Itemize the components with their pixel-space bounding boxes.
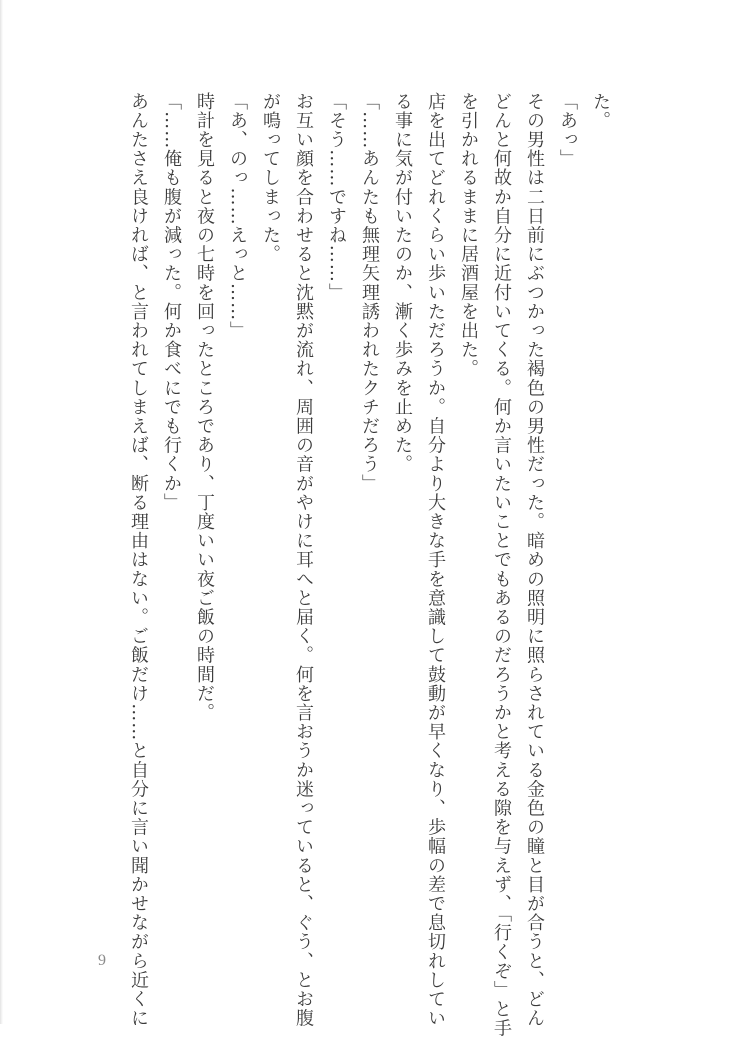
text-line: 「あっ」 [557, 92, 578, 169]
text-line: どんと何故か自分に近付いてくる。何か言いたいことでもあるのだろうかと考える隙を与えず、「行くぞ」と手 [491, 92, 512, 1038]
text-line: 「あ、のっ……えっと……」 [227, 92, 248, 341]
text-line: 時計を見ると夜の七時を回ったところであり、丁度いい夜ご飯の時間だ。 [194, 92, 215, 723]
text-line: 「……俺も腹が減った。何か食べにでも行くか」 [161, 92, 182, 513]
text-line: 店を出てどれくらい歩いただろうか。自分より大きな手を意識して鼓動が早くなり、歩幅の差で息切れしてい [425, 92, 446, 1028]
page-number: 9 [98, 952, 106, 969]
vertical-text-body [97, 92, 617, 1038]
text-line: その男性は二日前にぶつかった褐色の男性だった。暗めの照明に照らされている金色の瞳と目が合うと、どん [524, 92, 545, 1028]
text-line: 「……あんたも無理矢理誘われたクチだろう」 [359, 92, 380, 494]
page-edge-shadow [0, 0, 3, 1024]
text-line: 「そう……ですね……」 [326, 92, 347, 303]
text-line: た。 [590, 92, 611, 131]
text-line: る事に気が付いたのか、漸く歩みを止めた。 [392, 92, 413, 474]
text-line: が鳴ってしまった。 [260, 92, 281, 264]
text-line: あんたさえ良ければ、と言われてしまえば、断る理由はない。ご飯だけ……と自分に言い聞かせながら近くに [128, 92, 149, 1028]
text-line: を引かれるままに居酒屋を出た。 [458, 92, 479, 379]
text-line: お互い顔を合わせると沈黙が流れ、周囲の音がやけに耳へと届く。何を言おうか迷っていると、ぐう、とお腹 [293, 92, 314, 1028]
